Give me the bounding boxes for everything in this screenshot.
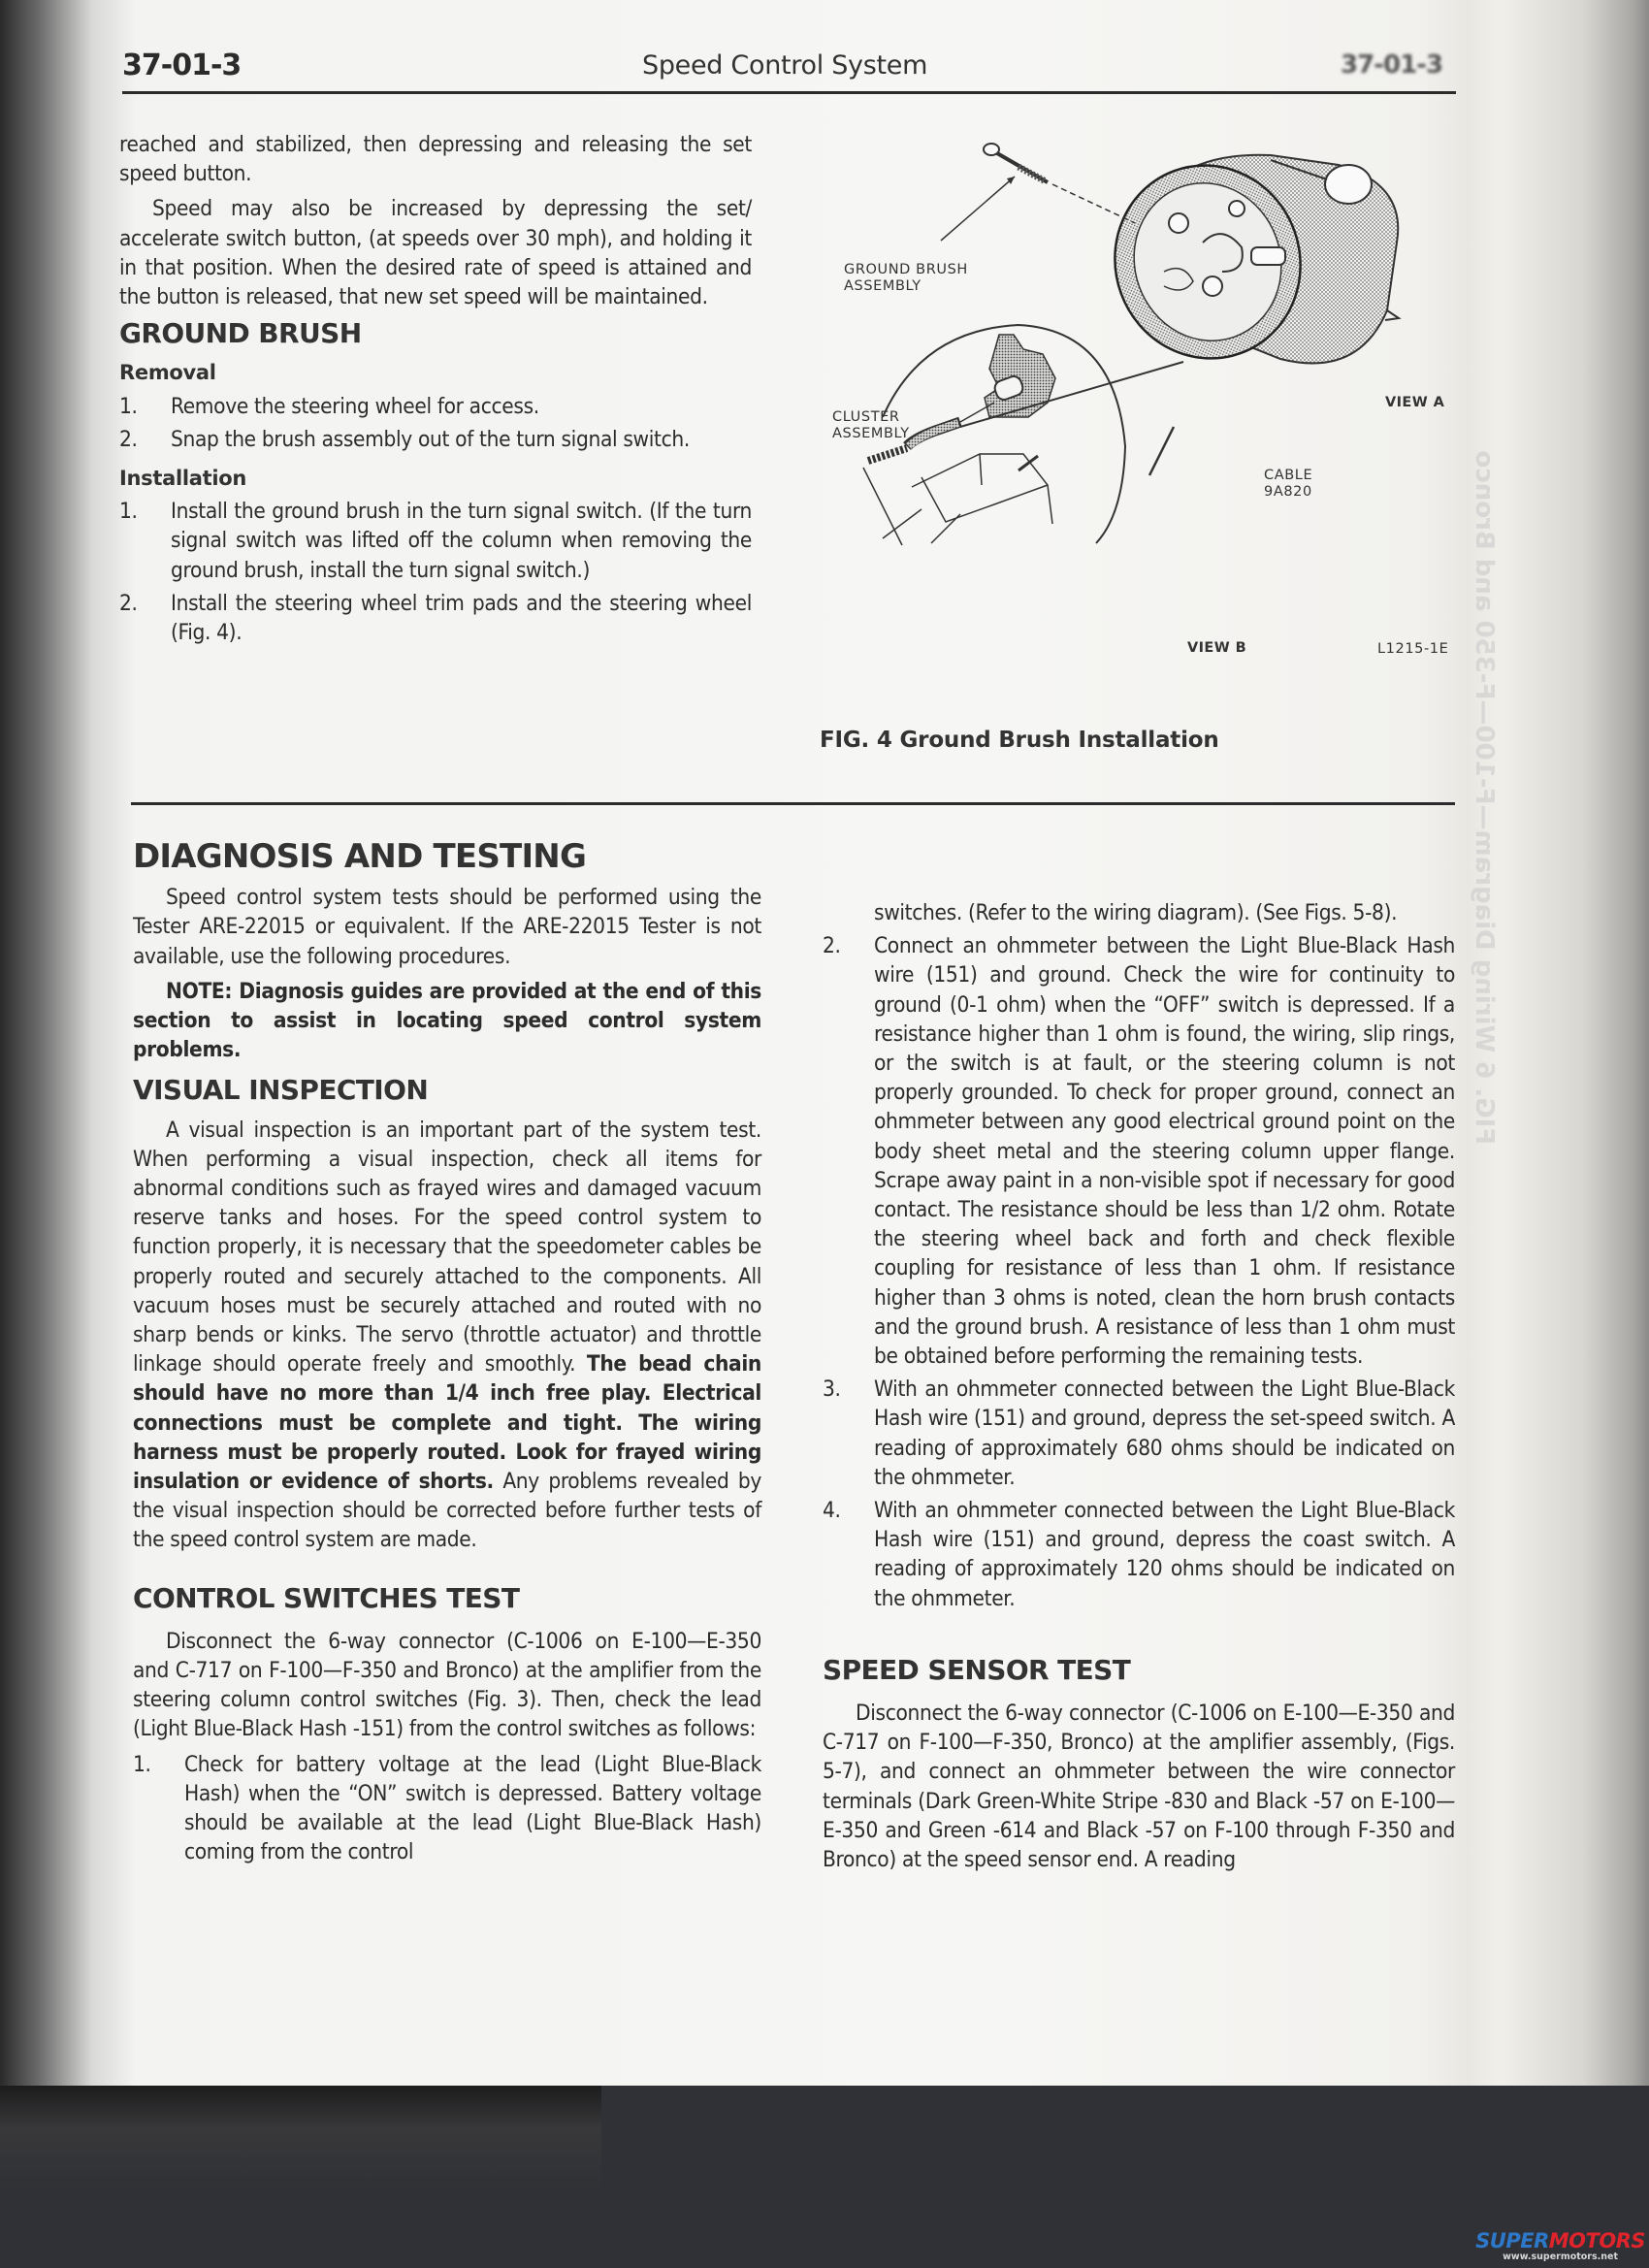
watermark-url: www.supermotors.net <box>1503 2252 1619 2262</box>
step-number: 2. <box>119 426 138 452</box>
paragraph: Speed control system tests should be performed using the Tester ARE-22015 or equivalent. If the ARE-22015 Tester is not available, use the following procedures. <box>133 885 761 969</box>
step-number: 2. <box>823 933 841 959</box>
supermotors-logo <box>1475 2230 1645 2252</box>
step-number: 1. <box>119 393 138 419</box>
header-rule <box>122 91 1456 94</box>
bold-text: The bead chain should have no more than 1/4 inch free play. Electrical connections must be complete and tight. The wiring harness must be properly routed. Look for frayed wiring insulation or evidence of shorts. <box>133 1351 762 1495</box>
book-spine-shadow <box>0 2086 601 2192</box>
step-text: With an ohmmeter connected between the Light Blue-Black Hash wire (151) and ground, depress the coast switch. A reading of approximately 120 ohms should be indicated on the ohmmeter. <box>874 1498 1455 1611</box>
list-item <box>133 1750 761 1867</box>
paragraph: reached and stabilized, then depressing and releasing the set speed button. <box>119 132 752 187</box>
heading-control-switches-test: CONTROL SWITCHES TEST <box>133 1581 520 1614</box>
step-text: With an ohmmeter connected between the Light Blue-Black Hash wire (151) and ground, depress the set-speed switch. A reading of approximately 680 ohms should be indicated on the ohmmeter. <box>874 1377 1455 1490</box>
heading-visual-inspection: VISUAL INSPECTION <box>133 1074 429 1107</box>
control-switch-steps-continued <box>823 898 1455 1613</box>
label-cable <box>1264 468 1312 501</box>
figure-4-illustration <box>815 126 1455 747</box>
logo-part: SUPER <box>1475 2229 1549 2252</box>
step-text: switches. (Refer to the wiring diagram). (See Figs. 5-8). <box>874 900 1398 925</box>
page-number-right: 37-01-3 <box>1341 50 1443 80</box>
label-view-a: VIEW A <box>1385 395 1445 410</box>
control-switch-steps <box>133 1750 761 1867</box>
installation-steps <box>119 497 752 647</box>
page-number-left: 37-01-3 <box>122 49 242 82</box>
text: Any problems revealed by the visual inspection should be corrected before further tests of the speed control system are made. <box>133 1469 761 1553</box>
label-line: ASSEMBLY <box>844 278 922 294</box>
figure-code: L1215-1E <box>1377 641 1449 657</box>
list-item <box>119 497 752 585</box>
step-text: Remove the steering wheel for access. <box>171 393 539 419</box>
label-line: 9A820 <box>1264 484 1312 500</box>
step-number: 3. <box>823 1377 841 1403</box>
ground-brush-installation-drawing <box>815 126 1455 747</box>
heading-removal: Removal <box>119 361 216 385</box>
list-item <box>119 425 752 454</box>
list-item <box>823 1375 1455 1492</box>
figure-caption: FIG. 4 Ground Brush Installation <box>820 728 1219 753</box>
step-number: 1. <box>133 1751 151 1777</box>
label-line: CLUSTER <box>832 409 900 425</box>
bleed-through-text: FIG. 6 Wiring Diagram—F-100—F-350 and Bronco <box>1470 450 1499 1145</box>
paragraph: Speed may also be increased by depressing the set/ accelerate switch button, (at speeds over 30 mph), and holding it in that position. When the desired rate of speed is attained and the button is released, that new set speed will be maintained. <box>119 196 752 310</box>
heading-speed-sensor-test: SPEED SENSOR TEST <box>823 1653 1131 1686</box>
label-cluster-assembly <box>832 409 910 442</box>
list-item <box>119 392 752 421</box>
step-text: Check for battery voltage at the lead (Light Blue-Black Hash) when the “ON” switch is depressed. Battery voltage should be available at the lead (Light Blue-Black Hash) coming from the control <box>184 1751 761 1865</box>
diagnosis-right-column <box>823 898 1455 1880</box>
step-number: 4. <box>823 1498 841 1524</box>
paragraph: Disconnect the 6-way connector (C-1006 on E-100—E-350 and C-717 on F-100—F-350 and Bronco) at the amplifier from the steering column control switches (Fig. 3). Then, check the lead (Light Blue-Black Hash -151) from the control switches as follows: <box>133 1628 761 1742</box>
section-title: Speed Control System <box>642 50 928 81</box>
label-line: GROUND BRUSH <box>844 262 968 277</box>
step-text: Connect an ohmmeter between the Light Blue-Black Hash wire (151) and ground. Check the wire for continuity to ground (0-1 ohm) when the “OFF” switch is depressed. If a resistance higher than 1 ohm is found, the wiring, slip rings, or the switch is at fault, or the steering column is not properly grounded. To check for proper ground, connect an ohmmeter between any good electrical ground point on the body sheet metal and the steering column upper flange. Scrape away paint in a non-visible spot if necessary for good contact. The resistance should be less than 1/2 ohm. Rotate the steering wheel back and forth and check flexible coupling for resistance of less than 1 ohm. If resistance higher than 3 ohms is noted, clean the horn brush contacts and the ground brush. A resistance of less than 1 ohm must be obtained before performing the remaining tests. <box>874 933 1455 1370</box>
list-item <box>119 589 752 647</box>
note-paragraph: NOTE: Diagnosis guides are provided at the end of this section to assist in locating speed control system problems. <box>133 978 761 1063</box>
step-number: 1. <box>119 499 138 525</box>
step-text: Install the ground brush in the turn signal switch. (If the turn signal switch was lifted off the column when removing the ground brush, install the turn signal switch.) <box>171 499 752 583</box>
logo-part: MOTORS <box>1548 2229 1645 2252</box>
diagnosis-left-column <box>133 837 762 1873</box>
watermark <box>1475 2230 1645 2262</box>
step-number: 2. <box>119 590 138 616</box>
label-view-b: VIEW B <box>1187 640 1247 656</box>
text: A visual inspection is an important part of the system test. When performing a visual inspection, check all items for abnormal conditions such as frayed wires and damaged vacuum reserve tanks and hoses. For the speed control system to function properly, it is necessary that the speedometer cables be properly routed and securely attached to the components. All vacuum hoses must be securely attached and routed with no sharp bends or kinks. The servo (throttle actuator) and throttle linkage should operate freely and smoothly. <box>133 1117 761 1377</box>
list-item <box>823 931 1455 1371</box>
section-divider <box>131 802 1455 805</box>
top-left-column <box>119 130 752 653</box>
heading-diagnosis-and-testing: DIAGNOSIS AND TESTING <box>133 837 587 876</box>
label-line: ASSEMBLY <box>832 426 910 441</box>
step-text: Install the steering wheel trim pads and the steering wheel (Fig. 4). <box>171 590 752 646</box>
label-ground-brush-assembly <box>844 262 968 295</box>
removal-steps <box>119 392 752 454</box>
step-text: Snap the brush assembly out of the turn signal switch. <box>171 426 690 452</box>
paragraph: Disconnect the 6-way connector (C-1006 on E-100—E-350 and C-717 on F-100—F-350, Bronco) at the amplifier assembly, (Figs. 5-7), and connect an ohmmeter between the wire connector terminals (Dark Green-White Stripe -830 and Black -57 on E-100—E-350 and Green -614 and Black -57 on F-100 through F-350 and Bronco) at the speed sensor end. A reading <box>823 1701 1455 1873</box>
heading-installation: Installation <box>119 467 247 491</box>
list-item <box>823 1496 1455 1613</box>
label-line: CABLE <box>1264 468 1313 483</box>
paragraph <box>133 1116 761 1555</box>
heading-ground-brush: GROUND BRUSH <box>119 317 362 350</box>
list-item <box>823 898 1455 927</box>
